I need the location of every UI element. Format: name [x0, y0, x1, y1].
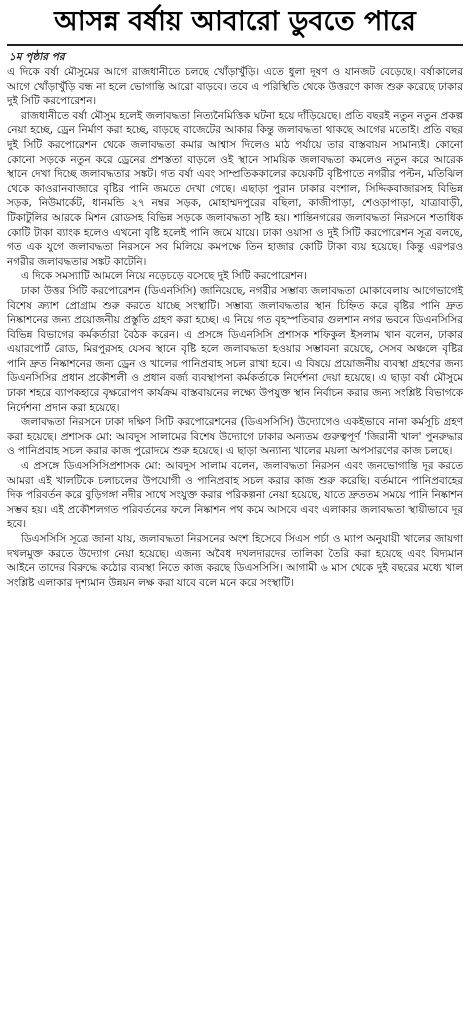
- article-body: [7, 65, 463, 590]
- paragraph: ঢাকা উত্তর সিটি করপোরেশন (ডিএনসিসি) জানিয়েছে, নগরীর সম্ভাব্য জলাবদ্ধতা মোকাবেলায় আগেভাগেই বিশেষ ক্র্যাশ প্রোগ্রাম শুরু করতে যাচ্ছে সংস্থাটি। সম্ভাব্য জলাবদ্ধতার স্থান চিহ্নিত করে বৃষ্টির পানি দ্রুত নিষ্কাশনের জন্য প্রয়োজনীয় প্রস্তুতি গ্রহণ করা হচ্ছে। এ নিয়ে গত বৃহস্পতিবার গুলশান নগর ভবনে ডিএনসিসির বিভিন্ন বিভাগের কর্মকর্তারা বৈঠক করেন। এ প্রসঙ্গে ডিএনসিসি প্রশাসক শফিকুল ইসলাম খান বলেন, ঢাকার এয়ারপোর্ট রোড, মিরপুরসহ যেসব স্থানে বৃষ্টি হলে জলাবদ্ধতা হওয়ার সম্ভাবনা রয়েছে, সেসব অঞ্চলে বৃষ্টির পানি দ্রুত নিষ্কাশনের জন্য ড্রেন ও খালের পানিপ্রবাহ সচল রাখা হবে। এ বিষয়ে প্রয়োজনীয় ব্যবস্থা গ্রহণের জন্য ডিএনসিসির প্রধান প্রকৌশলী ও প্রধান বর্জ্য ব্যবস্থাপনা কর্মকর্তাকে নির্দেশনা দেয়া হয়েছে। এ ছাড়া বর্ষা মৌসুমে ঢাকা শহরে ব্যাপকহারে বৃক্ষরোপণ কার্যক্রম বাস্তবায়নের লক্ষ্যে উপযুক্ত স্থান নির্বাচন করার জন্য সংশ্লিষ্ট বিভাগকে নির্দেশনা প্রদান করা হয়েছে।: [7, 284, 463, 414]
- continued-from-label: ১ম পৃষ্ঠার পর: [9, 51, 65, 63]
- headline: আসন্ন বর্ষায় আবারো ডুবতে পারে: [7, 6, 463, 46]
- paragraph: রাজধানীতে বর্ষা মৌসুম হলেই জলাবদ্ধতা নিত্যনৈমিত্তিক ঘটনা হয়ে দাঁড়িয়েছে। প্রতি বছরই নতুন নতুন প্রকল্প নেয়া হচ্ছে, ড্রেন নির্মাণ করা হচ্ছে, বাড়ছে বাজেটের আকার কিন্তু জলাবদ্ধতা থাকছে আগের মতোই। প্রতি বছর দুই সিটি করপোরেশন থেকে জলাবদ্ধতা কমার আশ্বাস দিলেও মাঠ পর্যায়ে তার বাস্তবায়ন সামান্যই। কোনো কোনো সড়কে নতুন করে ড্রেনের প্রশস্ততা বাড়লে ওই স্থানে সাময়িক জলাবদ্ধতা কমলেও নতুন করে আরেক স্থানে দেখা দিচ্ছে জলাবদ্ধতার সঙ্কট। গত বর্ষা এবং সাম্প্রতিককালের কয়েকটি বৃষ্টিপাতে নগরীর পল্টন, মতিঝিল থেকে কাওরানবাজারে বৃষ্টির পানি জমতে দেখা গেছে। এছাড়া পুরান ঢাকার বংশাল, সিদ্দিকবাজারসহ বিভিন্ন সড়ক, নিউমার্কেট, ধানমন্ডি ২৭ নম্বর সড়ক, মোহাম্মদপুরের বছিলা, কাজীপাড়া, শেওড়াপাড়া, যাত্রাবাড়ী, টিকাটুলির আরকে মিশন রোডসহ বিভিন্ন সড়কে জলাবদ্ধতা সৃষ্টি হয়। শান্তিনগরের জলাবদ্ধতা নিরসনে শতাধিক কোটি টাকা ব্যাংক হলেও এখনো বৃষ্টি হলেই পানি জমে যায়ে। ঢাকা ওয়াসা ও দুই সিটি করপোরেশন সূত্র বলছে, গত এক যুগে জলাবদ্ধতা নিরসনে সব মিলিয়ে কমপক্ষে তিন হাজার কোটি টাকা ব্যয় হয়েছে। কিন্তু এরপরও নগরীর জলাবদ্ধতার সঙ্কট কাটেনি।: [7, 109, 463, 268]
- paragraph: এ দিকে সমস্যাটি আমলে নিয়ে নড়েচড়ে বসেছে দুই সিটি করপোরেশন।: [21, 270, 307, 283]
- paragraph: জলাবদ্ধতা নিরসনে ঢাকা দক্ষিণ সিটি করপোরেশনের (ডিএসসিসি) উদ্যোগেও একইভাবে নানা কর্মসূচি গ্রহণ করা হয়েছে। প্রশাসক মো: আবদুস সালামের বিশেষ উদ্যোগে ঢাকার অন্যতম গুরুত্বপূর্ণ 'জিরানী খাল' পুনরুদ্ধার ও পানিপ্রবাহ সচল করার কাজ পুরোদমে শুরু হয়েছে। এ ছাড়া অন্যান্য খালের ময়লা অপসারণের কাজ চলছে।: [7, 416, 463, 458]
- paragraph: এ দিকে বর্ষা মৌসুমের আগে রাজধানীতে চলছে খোঁড়াখুঁড়ি। এতে ধুলা দূষণ ও যানজট বেড়েছে। বর্ষাকালের আগে খোঁড়াখুঁড়ি বন্ধ না হলে ভোগান্তি আরো বাড়বে। তবে এ পরিস্থিতি থেকে উত্তরণে কাজ শুরু করেছে ঢাকার দুই সিটি করপোরেশন।: [7, 66, 463, 108]
- paragraph: ডিএসসিসি সূত্রে জানা যায়, জলাবদ্ধতা নিরসনের অংশ হিসেবে সিএস পর্চা ও ম্যাপ অনুযায়ী খালের জায়গা দখলমুক্ত করতে উদ্যোগ নেয়া হয়েছে। এজন্য অবৈধ দখলদারদের তালিকা তৈরি করা হয়েছে এবং বিদ্যমান আইনে তাদের বিরুদ্ধে কঠোর ব্যবস্থা নিতে কাজ করছে ডিএসসিসি। আগামী ৬ মাস থেকে দুই বছরের মধ্যে খাল সংশ্লিষ্ট এলাকার দৃশ্যমান উন্নয়ন লক্ষ করা যাবে বলে মনে করে সংস্থাটি।: [7, 533, 463, 589]
- paragraph: এ প্রসঙ্গে ডিএসসিসিপ্রশাসক মো: আবদুস সালাম বলেন, জলাবদ্ধতা নিরসন এবং জনভোগান্তি দূর করতে আমরা এই খালটিকে চলাচলের উপযোগী ও পানিপ্রবাহ সচল করার কাজ শুরু করেছি। বর্তমানে পানিপ্রবাহের দিক পরিবর্তন করে বুড়িগঙ্গা নদীর সাথে সংযুক্ত করার পরিকল্পনা নেয়া হয়েছে, যাতে দ্রুততম সময়ে পানি নিষ্কাশন সম্ভব হয়। এই প্রকৌশলগত পরিবর্তনের ফলে নিষ্কাশন পথ কমে আসবে এবং এলাকার জলাবদ্ধতা স্থায়ীভাবে দূর হবে।: [7, 460, 463, 531]
